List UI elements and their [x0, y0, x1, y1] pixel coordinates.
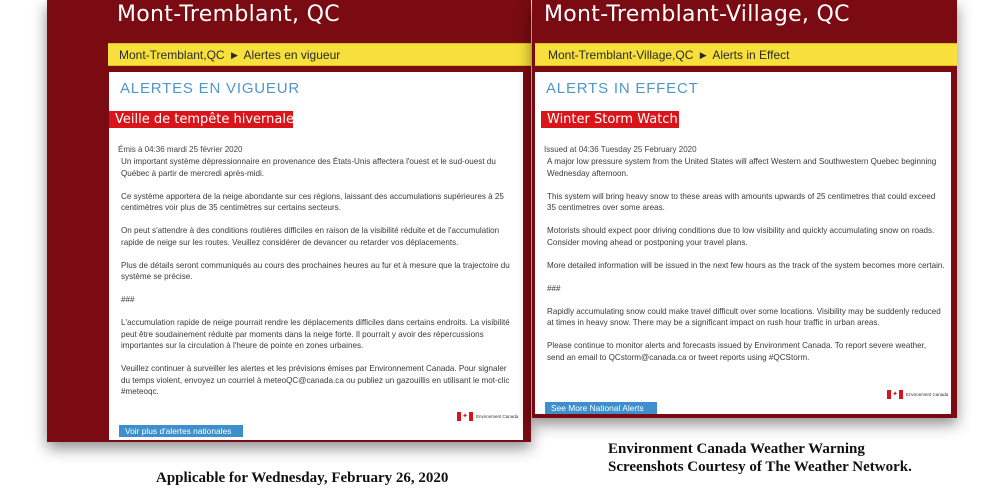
section-heading: ALERTS IN EFFECT [546, 80, 699, 97]
french-alert-panel [47, 0, 531, 442]
credit-caption-line: Environment Canada Weather Warning [608, 441, 865, 457]
credit-caption-line: Screenshots Courtesy of The Weather Network. [608, 459, 912, 475]
alert-body [547, 156, 945, 375]
breadcrumb [108, 43, 531, 66]
breadcrumb-current-page: Alerts in Effect [712, 48, 790, 62]
alert-paragraph: ### [121, 295, 135, 304]
section-heading: ALERTES EN VIGUEUR [120, 80, 301, 97]
alert-body [121, 156, 515, 409]
breadcrumb-arrow-icon: ▶ [230, 50, 238, 60]
warning-title-badge: Veille de tempête hivernale [109, 111, 293, 128]
more-national-alerts-button[interactable]: See More National Alerts [545, 402, 657, 414]
alert-paragraph: A major low pressure system from the United States will affect Western and Southwestern Quebec beginning Wednesday afternoon. [547, 157, 937, 178]
alert-paragraph: ### [547, 283, 561, 293]
alert-paragraph: This system will bring heavy snow to these areas with amounts upwards of 25 centimetres that could exceed 35 centimetres over some areas. [547, 191, 936, 212]
alert-paragraph: Ce système apportera de la neige abondante sur ces régions, laissant des accumulations supérieures à 25 centimètres voir plus de 35 centimètres sur certains secteurs. [121, 191, 504, 212]
issued-timestamp: Émis à 04:36 mardi 25 février 2020 [118, 145, 243, 154]
alert-paragraph: Un important système dépressionnaire en provenance des États-Unis affectera l'ouest et le sud-ouest du Québec à partir de mercredi après-midi. [121, 157, 496, 178]
alert-paragraph: Please continue to monitor alerts and forecasts issued by Environment Canada. To report severe weather, send an email to QCstorm@canada.ca or tweet reports using #QCStorm. [547, 341, 927, 362]
alert-paragraph: On peut s'attendre à des conditions routières difficiles en raison de la visibilité réduite et de l'accumulation rapide de neige sur les routes. Veuillez considérer de devancer ou retarder vos déplacements. [121, 226, 500, 247]
issued-timestamp: Issued at 04:36 Tuesday 25 February 2020 [544, 145, 697, 154]
canada-flag-icon: ✦ [887, 390, 903, 399]
alert-content [109, 72, 523, 440]
environment-canada-logo [887, 390, 948, 399]
logo-label: Environment Canada [906, 392, 949, 397]
credit-caption [608, 440, 912, 476]
more-national-alerts-button[interactable]: Voir plus d'alertes nationales [119, 425, 243, 437]
breadcrumb-current-page: Alertes en vigueur [243, 48, 341, 62]
canada-flag-icon: ✦ [457, 412, 473, 421]
page-title: Mont-Tremblant-Village, QC [544, 2, 850, 27]
logo-label: Environment Canada [476, 414, 519, 419]
alert-content [535, 72, 951, 414]
alert-paragraph: More detailed information will be issued in the next few hours as the track of the system becomes more certain. [547, 260, 945, 270]
english-alert-panel [532, 0, 957, 418]
breadcrumb-location-link[interactable]: Mont-Tremblant-Village,QC [548, 48, 694, 62]
alert-paragraph: Rapidly accumulating snow could make travel difficult over some locations. Visibility may be suddenly reduced at times in heavy snow. There may be a significant impact on rush hour traffic in urban areas. [547, 306, 941, 327]
date-caption: Applicable for Wednesday, February 26, 2020 [156, 470, 449, 486]
environment-canada-logo [457, 412, 518, 421]
breadcrumb-location-link[interactable]: Mont-Tremblant,QC [119, 48, 225, 62]
alert-paragraph: L'accumulation rapide de neige pourrait rendre les déplacements difficiles dans certains endroits. La visibilité peut être soudainement réduite par moments dans la neige forte. Il pourrait y avoir des répercussions importantes sur la circulation à l'heure de pointe en zones urbaines. [121, 318, 510, 350]
breadcrumb-arrow-icon: ▶ [699, 50, 707, 60]
alert-paragraph: Motorists should expect poor driving conditions due to low visibility and quickly accumulating snow on roads. Consider moving ahead or postponing your travel plans. [547, 226, 935, 247]
page-title: Mont-Tremblant, QC [117, 2, 340, 27]
warning-title-badge: Winter Storm Watch [541, 111, 679, 128]
alert-paragraph: Plus de détails seront communiqués au cours des prochaines heures au fur et à mesure que la trajectoire du système se précise. [121, 260, 510, 281]
alert-paragraph: Veuillez continuer à surveiller les alertes et les prévisions émises par Environnement Canada. Pour signaler du temps violent, envoyez un courriel à meteoQC@canada.ca ou publiez un gazouillis en utilisant le mot-clic #meteoqc. [121, 364, 510, 396]
breadcrumb [535, 43, 957, 66]
